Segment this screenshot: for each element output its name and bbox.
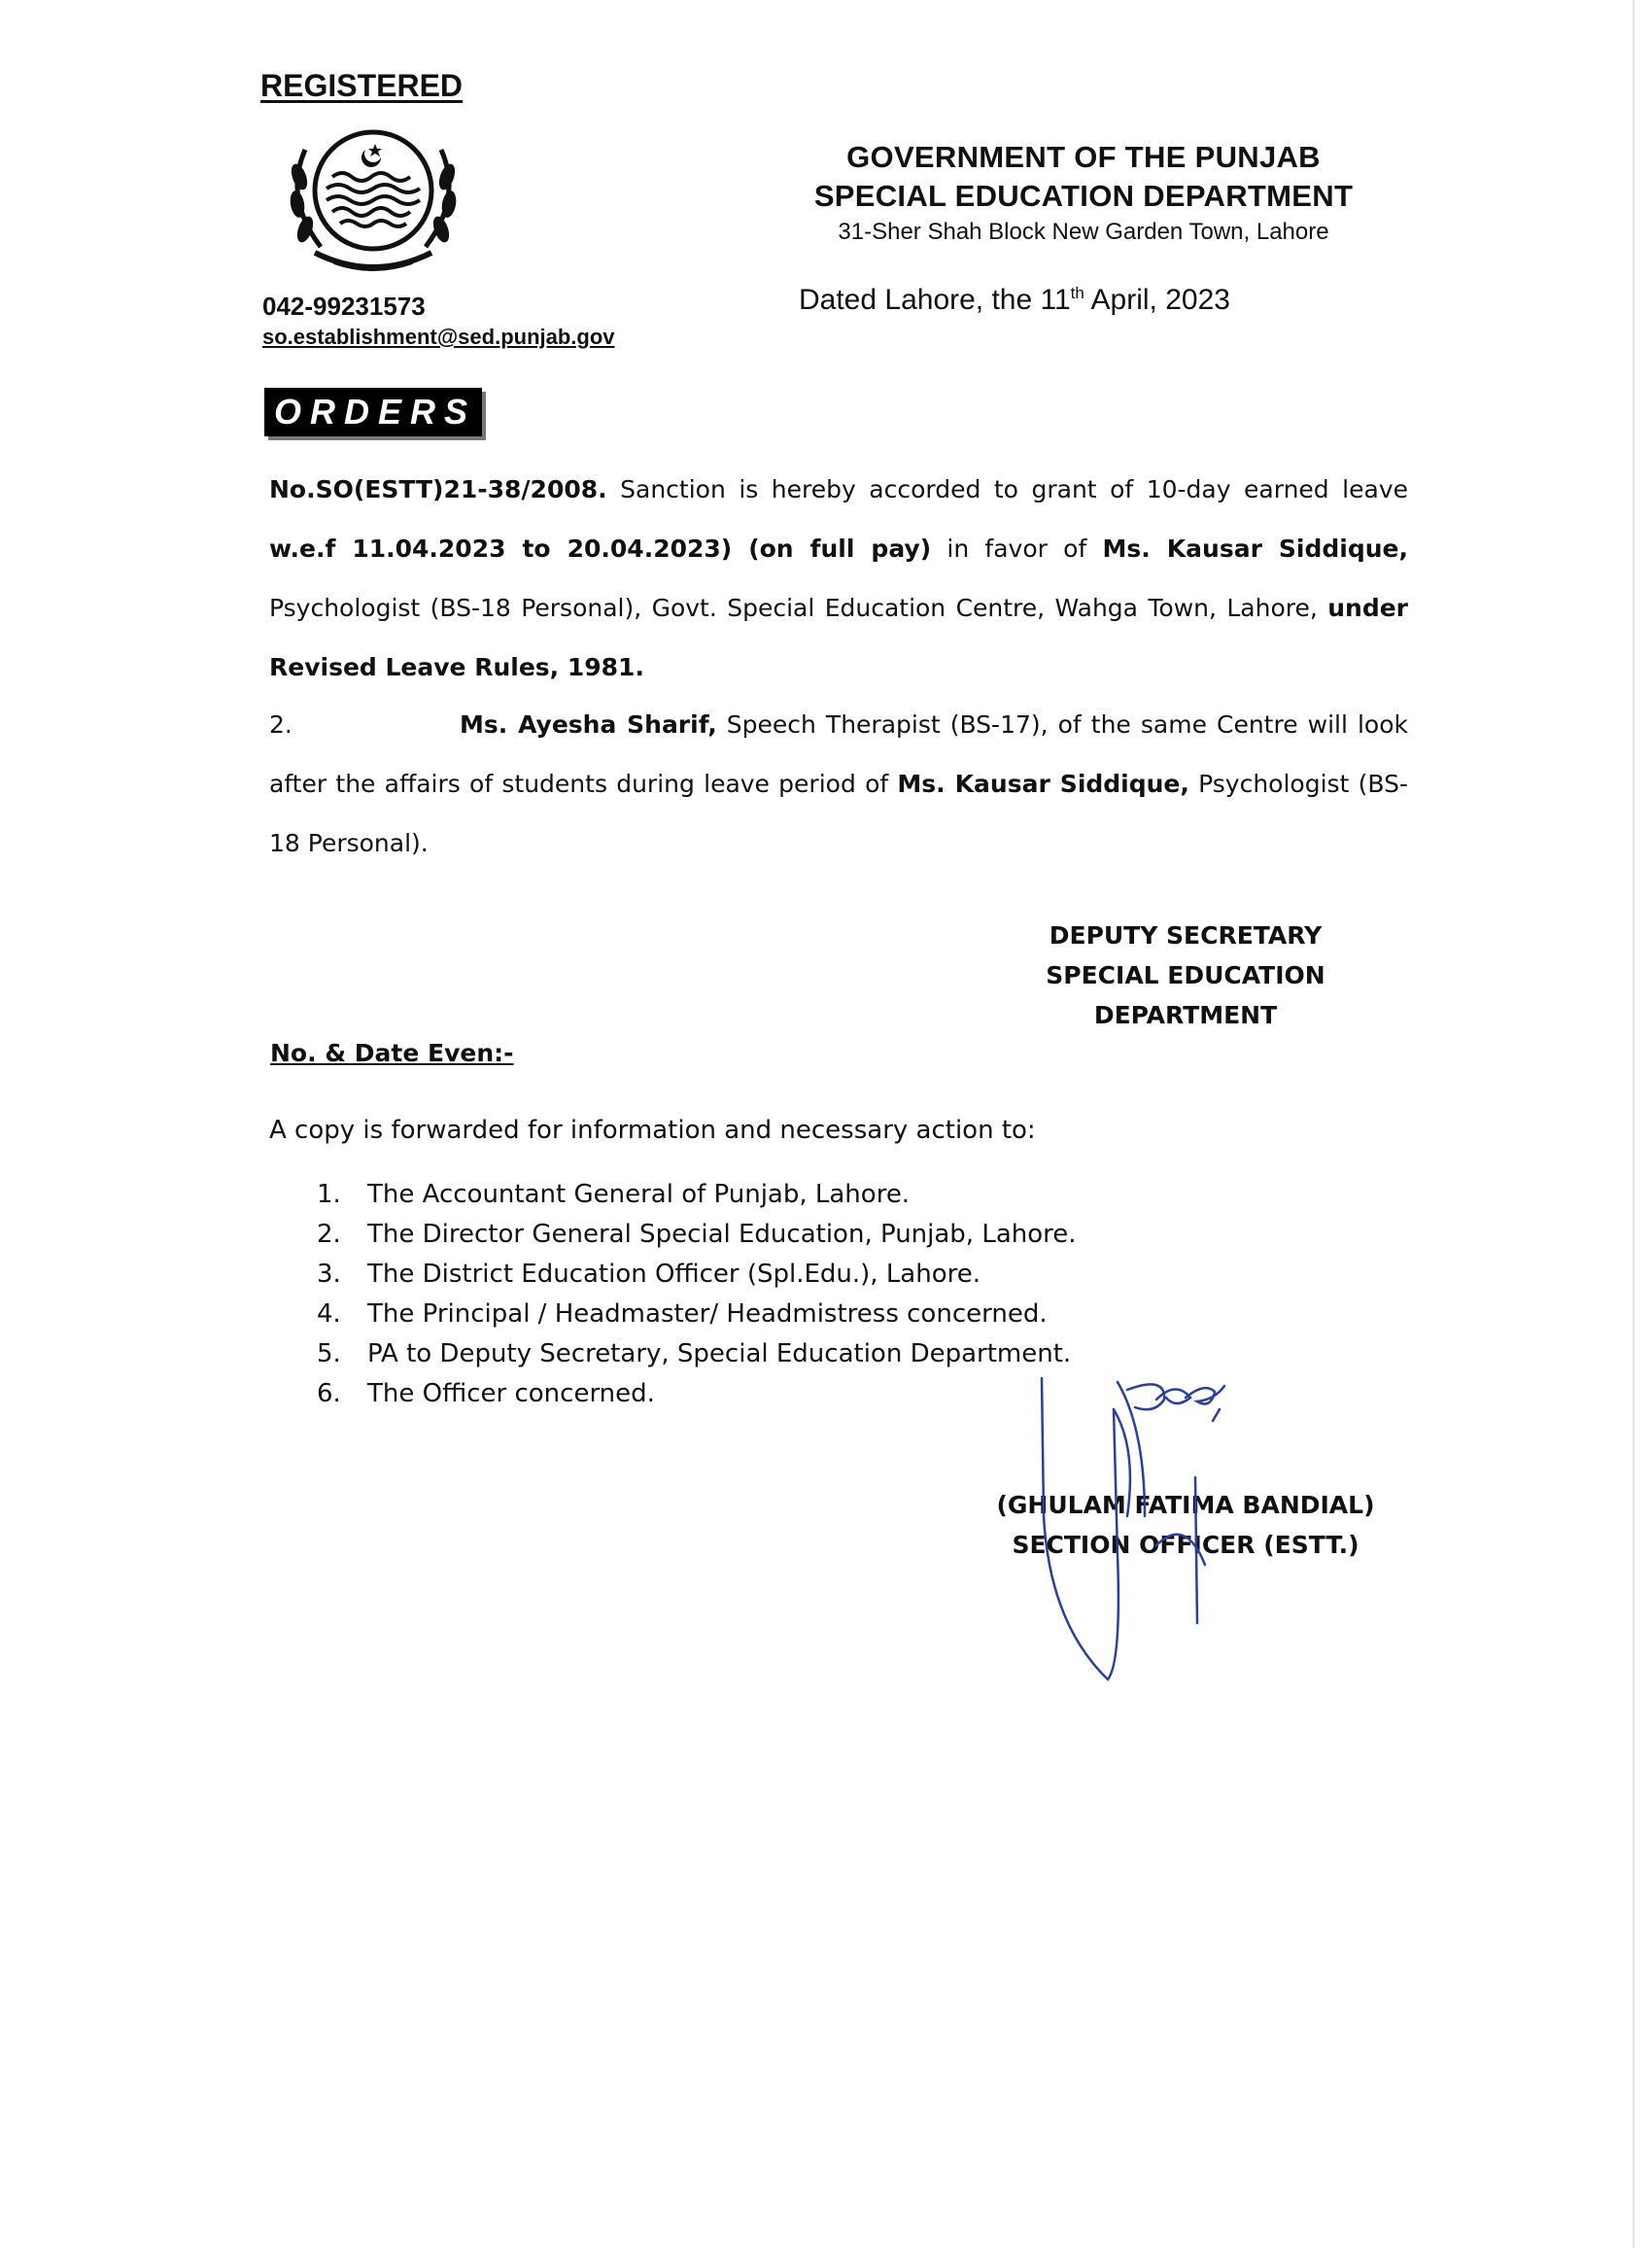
deputy-secretary-block: [981, 916, 1390, 1035]
date-rest: April, 2023: [1084, 284, 1230, 316]
date-line: [799, 284, 1230, 317]
text-run: in favor of: [931, 535, 1103, 563]
paragraph-number: 2.: [269, 710, 293, 739]
list-text: The Accountant General of Punjab, Lahore.: [367, 1180, 911, 1209]
substitute-name: Ms. Ayesha Sharif,: [460, 710, 717, 739]
list-item: [317, 1295, 1077, 1334]
deputy-line-1: DEPUTY SECRETARY: [1049, 921, 1323, 950]
signatory-title: SECTION OFFICER (ESTT.): [1012, 1531, 1359, 1559]
department-address: 31-Sher Shah Block New Garden Town, Lahore: [838, 219, 1329, 245]
orders-heading: ORDERS: [264, 388, 482, 436]
date-ordinal: th: [1070, 284, 1084, 302]
handwritten-signature-icon: [1020, 1370, 1263, 1691]
list-text: The District Education Officer (Spl.Edu.), Lahore.: [367, 1260, 981, 1289]
list-number: 1.: [317, 1180, 341, 1209]
text-run: Psychologist (BS-18 Personal).: [269, 770, 1408, 857]
email-address: so.establishment@sed.punjab.gov: [262, 325, 615, 349]
list-number: 4.: [317, 1299, 341, 1329]
employee-name: Ms. Kausar Siddique,: [897, 770, 1189, 798]
deputy-line-2: SPECIAL EDUCATION: [1046, 961, 1325, 989]
phone-number: 042-99231573: [262, 292, 426, 321]
registered-label: REGISTERED: [260, 68, 464, 103]
text-run: Sanction is hereby accorded to grant of 10-day earned leave: [606, 475, 1408, 503]
text-run: Psychologist (BS-18 Personal), Govt. Special Education Centre, Wahga Town, Lahore,: [269, 594, 1328, 622]
list-number: 6.: [317, 1379, 341, 1408]
list-number: 5.: [317, 1339, 341, 1368]
list-number: 3.: [317, 1260, 341, 1289]
text-run: Speech Therapist (BS-17), of the same Centre will look after the affairs of students during leave period of: [269, 710, 1408, 798]
list-item: [317, 1215, 1077, 1255]
order-paragraph-1: [269, 460, 1408, 697]
list-item: [317, 1255, 1077, 1295]
government-header: [792, 138, 1375, 249]
department-title: SPECIAL EDUCATION DEPARTMENT: [813, 179, 1354, 213]
punjab-government-emblem-icon: [276, 121, 470, 280]
list-item: [317, 1334, 1077, 1374]
government-title: GOVERNMENT OF THE PUNJAB: [846, 140, 1321, 174]
list-number: 2.: [317, 1220, 341, 1249]
list-text: The Director General Special Education, Punjab, Lahore.: [367, 1220, 1077, 1249]
order-paragraph-2: [269, 695, 1408, 873]
copy-recipient-list: [317, 1175, 1077, 1414]
no-date-even: No. & Date Even:-: [270, 1039, 514, 1067]
list-item: [317, 1374, 1077, 1414]
list-text: PA to Deputy Secretary, Special Education Department.: [367, 1339, 1072, 1368]
list-text: The Principal / Headmaster/ Headmistress concerned.: [367, 1299, 1048, 1329]
order-reference: No.SO(ESTT)21-38/2008.: [269, 475, 607, 503]
list-item: [317, 1175, 1077, 1215]
signatory-name: (GHULAM FATIMA BANDIAL): [996, 1491, 1375, 1519]
employee-name: Ms. Kausar Siddique,: [1102, 535, 1408, 563]
date-prefix: Dated Lahore, the 11: [799, 284, 1071, 316]
leave-period: w.e.f 11.04.2023 to 20.04.2023) (on full pay): [269, 535, 932, 563]
leave-rules: under Revised Leave Rules, 1981.: [269, 594, 1408, 681]
list-text: The Officer concerned.: [367, 1379, 655, 1408]
copy-forwarded-intro: A copy is forwarded for information and necessary action to:: [269, 1116, 1036, 1145]
page-edge-shadow: [1633, 0, 1635, 2248]
deputy-line-3: DEPARTMENT: [1093, 1001, 1278, 1029]
